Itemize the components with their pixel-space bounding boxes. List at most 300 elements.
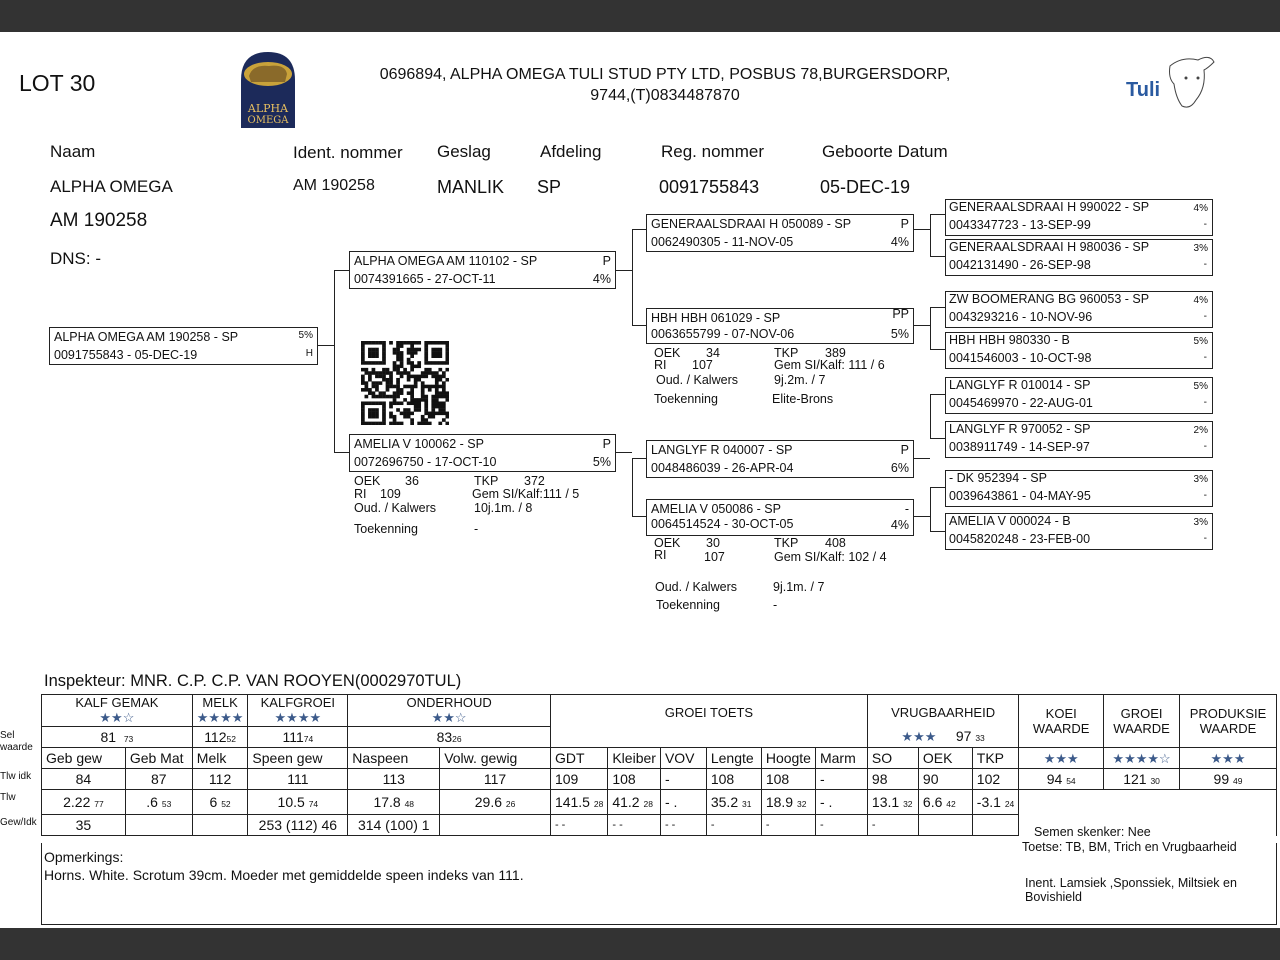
tlw-cell xyxy=(125,790,192,815)
pedigree-pct: 5% xyxy=(1193,381,1208,392)
pedigree-flag: - xyxy=(1203,441,1207,452)
pedigree-pct: 5% xyxy=(1193,336,1208,347)
side-label-tlw: Tlw xyxy=(0,792,16,803)
tlw-sub: 42 xyxy=(946,799,956,809)
stat-label: TKP xyxy=(474,474,499,488)
tlw-value: 18.9 xyxy=(765,794,794,810)
star-rating-icon: ★★☆ xyxy=(99,710,135,725)
tlw-value: - . xyxy=(664,794,678,810)
column-header: SO xyxy=(867,748,918,769)
stat-value: Gem SI/Kalf: 102 / 4 xyxy=(774,550,887,564)
pedigree-pct: 4% xyxy=(1193,203,1208,214)
idk-cell: 108 xyxy=(608,769,661,790)
connector-line xyxy=(632,458,646,459)
stat-value: 10j.1m. / 8 xyxy=(474,501,533,515)
animal-name: ALPHA OMEGA xyxy=(50,177,173,196)
top-dark-bar xyxy=(0,0,1280,32)
connector-line xyxy=(334,452,349,453)
tlw-value: -3.1 xyxy=(976,794,1001,810)
idk-cell: 108 xyxy=(706,769,761,790)
sel-sub: 26 xyxy=(452,734,462,744)
gew-cell: - - xyxy=(660,815,706,836)
dam-stats xyxy=(354,474,624,538)
idk-cell: 84 xyxy=(42,769,126,790)
idk-sub: 54 xyxy=(1066,776,1076,786)
pedigree-name: - DK 952394 - SP xyxy=(949,471,1047,485)
star-rating-icon: ★★☆ xyxy=(431,710,467,725)
sel-sub: 52 xyxy=(226,734,236,744)
tlw-value: 13.1 xyxy=(871,794,900,810)
header-vrugbaarheid: VRUGBAARHEID xyxy=(867,695,1018,727)
header-groei-waarde xyxy=(1104,695,1180,748)
table-row xyxy=(42,769,1277,790)
star-cell xyxy=(1019,748,1104,769)
header-groei-toets: GROEI TOETS xyxy=(550,695,867,748)
star-rating-icon: ★★★★☆ xyxy=(1112,750,1171,766)
pedigree-name: ZW BOOMERANG BG 960053 - SP xyxy=(949,292,1150,306)
stat-label: TKP xyxy=(774,536,799,550)
column-header: Naspeen xyxy=(348,748,440,769)
stat-label: Oud. / Kalwers xyxy=(656,373,738,387)
idk-cell: 111 xyxy=(248,769,348,790)
gew-cell: 253 (112) 46 xyxy=(248,815,348,836)
tlw-value: 35.2 xyxy=(710,794,739,810)
connector-line xyxy=(930,438,945,439)
pedigree-gg-box xyxy=(945,513,1213,550)
column-header: Speen gew xyxy=(248,748,348,769)
stat-label: Toekenning xyxy=(654,392,718,406)
label-afdeling: Afdeling xyxy=(540,142,602,161)
stat-value: 389 xyxy=(825,346,846,360)
pedigree-sire-sire-box xyxy=(646,214,914,252)
label-geboorte: Geboorte Datum xyxy=(822,142,948,161)
idk-cell: 87 xyxy=(125,769,192,790)
stat-value: 9j.2m. / 7 xyxy=(774,373,826,387)
pedigree-name: AMELIA V 050086 - SP xyxy=(651,502,781,516)
sel-value: 83 xyxy=(436,729,453,745)
pedigree-gg-box xyxy=(945,291,1213,328)
inspector: Inspekteur: MNR. C.P. C.P. VAN ROOYEN(0002970TUL) xyxy=(44,672,462,690)
animal-ident: AM 190258 xyxy=(293,177,375,194)
stat-value: 408 xyxy=(825,536,846,550)
logo-text-omega: OMEGA xyxy=(247,115,289,126)
tlw-cell xyxy=(608,790,661,815)
pedigree-name: AMELIA V 000024 - B xyxy=(949,514,1071,528)
tlw-cell xyxy=(348,790,440,815)
connector-line xyxy=(930,307,945,308)
connector-line xyxy=(930,487,945,488)
pedigree-flag: - xyxy=(1203,311,1207,322)
tlw-sub: 28 xyxy=(643,799,653,809)
column-header: VOV xyxy=(660,748,706,769)
pedigree-name: ALPHA OMEGA AM 110102 - SP xyxy=(354,254,538,268)
tlw-sub: 26 xyxy=(505,799,516,809)
table-row xyxy=(42,748,1277,769)
pedigree-dam-dam-box xyxy=(646,499,914,536)
idk-cell: 98 xyxy=(867,769,918,790)
breeder-address xyxy=(340,64,990,106)
gew-cell xyxy=(192,815,248,836)
header-label: GROEI xyxy=(1120,706,1163,721)
health-notes xyxy=(1020,825,1277,925)
connector-line xyxy=(334,270,335,452)
dns-value: DNS: - xyxy=(50,249,101,268)
sel-kalf xyxy=(42,727,193,748)
star-cell xyxy=(1104,748,1180,769)
connector-line xyxy=(914,229,930,230)
pedigree-flag: P xyxy=(900,217,909,231)
stat-label: RI xyxy=(654,548,667,562)
pedigree-flag: - xyxy=(1203,259,1207,270)
gew-cell: - xyxy=(761,815,815,836)
idk-cell: 102 xyxy=(972,769,1018,790)
tlw-sub: 31 xyxy=(742,799,752,809)
tlw-cell xyxy=(972,790,1018,815)
tlw-value: 10.5 xyxy=(277,794,305,810)
header-onderhoud xyxy=(348,695,551,727)
idk-cell: 109 xyxy=(550,769,607,790)
idk-sub: 30 xyxy=(1150,776,1160,786)
pedigree-gg-box xyxy=(945,199,1213,236)
animal-afdeling: SP xyxy=(537,177,562,197)
pedigree-reg: 0042131490 - 26-SEP-98 xyxy=(949,258,1091,272)
pedigree-reg: 0074391665 - 27-OCT-11 xyxy=(354,272,496,286)
remarks-box xyxy=(41,843,1020,925)
tlw-cell xyxy=(248,790,348,815)
pedigree-self-box xyxy=(49,327,318,365)
tlw-sub: 48 xyxy=(404,799,415,809)
connector-line xyxy=(632,516,646,517)
side-label-tlw-idk: Tlw idk xyxy=(0,771,32,782)
pedigree-pct: 5% xyxy=(298,330,313,341)
stat-label: Oud. / Kalwers xyxy=(655,580,737,594)
tlw-value: 41.2 xyxy=(612,794,640,810)
empty-cell xyxy=(1019,790,1277,815)
header-label: KALFGROEI xyxy=(260,695,336,710)
connector-line xyxy=(334,270,349,271)
idk-value-cell xyxy=(1019,769,1104,790)
header-label: MELK xyxy=(202,695,238,710)
remarks-title: Opmerkings: xyxy=(44,849,124,865)
pedigree-reg: 0043293216 - 10-NOV-96 xyxy=(949,310,1093,324)
connector-line xyxy=(930,307,931,349)
header-label: WAARDE xyxy=(1113,721,1170,736)
pedigree-reg: 0045820248 - 23-FEB-00 xyxy=(949,532,1091,546)
stat-value: Elite-Brons xyxy=(772,392,834,406)
pedigree-gg-box xyxy=(945,421,1213,458)
gew-cell xyxy=(125,815,192,836)
star-rating-icon: ★★★ xyxy=(1210,750,1246,766)
pedigree-reg: 0072696750 - 17-OCT-10 xyxy=(354,455,497,469)
connector-line xyxy=(930,214,945,215)
pedigree-flag: PP xyxy=(892,307,909,321)
connector-line xyxy=(632,229,633,325)
pedigree-flag: P xyxy=(602,437,611,451)
tlw-cell xyxy=(761,790,815,815)
sel-kalfgroei xyxy=(248,727,348,748)
stat-label: RI xyxy=(654,358,667,372)
header-produksie-waarde xyxy=(1180,695,1277,748)
idk-cell: 113 xyxy=(348,769,440,790)
tlw-sub: 74 xyxy=(308,799,319,809)
table-row xyxy=(42,695,1277,727)
tlw-cell xyxy=(550,790,607,815)
remarks-text: Horns. White. Scrotum 39cm. Moeder met gemiddelde speen indeks van 111. xyxy=(44,867,524,883)
idk-cell: - xyxy=(815,769,867,790)
stat-value: 36 xyxy=(405,474,419,488)
pedigree-flag: P xyxy=(602,254,611,268)
idk-cell: 108 xyxy=(761,769,815,790)
stat-value: - xyxy=(474,522,479,536)
sel-melk xyxy=(192,727,248,748)
tests: Toetse: TB, BM, Trich en Vrugbaarheid xyxy=(1022,840,1237,854)
sel-value: 112 xyxy=(204,729,227,745)
connector-line xyxy=(632,458,633,516)
lot-number: LOT 30 xyxy=(19,70,96,96)
header-label: ONDERHOUD xyxy=(406,695,492,710)
tlw-value: .6 xyxy=(146,794,158,810)
stat-value: 34 xyxy=(706,346,720,360)
column-header: Geb gew xyxy=(42,748,126,769)
column-header: GDT xyxy=(550,748,607,769)
gew-cell xyxy=(972,815,1018,836)
stat-value: 9j.1m. / 7 xyxy=(773,580,825,594)
vaccination-line2: Bovishield xyxy=(1025,890,1082,904)
pedigree-name: HBH HBH 980330 - B xyxy=(949,333,1070,347)
pedigree-flag: - xyxy=(1203,219,1207,230)
tlw-sub: 24 xyxy=(1004,799,1015,809)
pedigree-name: LANGLYF R 040007 - SP xyxy=(651,443,793,457)
label-geslag: Geslag xyxy=(437,142,491,161)
sel-value: 97 xyxy=(955,728,972,745)
sel-value: 81 xyxy=(100,729,117,745)
pedigree-name: GENERAALSDRAAI H 050089 - SP xyxy=(651,217,852,231)
header-label: WAARDE xyxy=(1199,721,1257,736)
connector-line xyxy=(930,349,945,350)
dam-dam-stats xyxy=(654,536,924,616)
tlw-sub: 32 xyxy=(903,799,913,809)
column-header: Lengte xyxy=(706,748,761,769)
gew-cell: - - xyxy=(550,815,607,836)
header-kalf-gemak xyxy=(42,695,193,727)
idk-value-cell xyxy=(1104,769,1180,790)
stat-value: Gem SI/Kalf: 111 / 6 xyxy=(774,358,885,372)
connector-line xyxy=(616,452,632,453)
header-koei-waarde xyxy=(1019,695,1104,748)
sel-sub: 74 xyxy=(303,734,314,744)
tlw-sub: 52 xyxy=(221,799,231,809)
stat-label: Oud. / Kalwers xyxy=(354,501,436,515)
stat-value: 30 xyxy=(706,536,720,550)
connector-line xyxy=(930,394,931,438)
animal-geslag: MANLIK xyxy=(437,177,505,197)
idk-cell: 90 xyxy=(918,769,972,790)
idk-cell: 112 xyxy=(192,769,248,790)
pedigree-name: GENERAALSDRAAI H 990022 - SP xyxy=(949,200,1150,214)
stat-label: TKP xyxy=(774,346,799,360)
header-kalfgroei xyxy=(248,695,348,727)
pedigree-reg: 0063655799 - 07-NOV-06 xyxy=(651,327,795,341)
side-label-gew: Gew/Idk xyxy=(0,817,37,828)
stat-value: - xyxy=(773,598,778,612)
tlw-value: 17.8 xyxy=(373,794,401,810)
tlw-cell xyxy=(815,790,867,815)
pedigree-reg: 0041546003 - 10-OCT-98 xyxy=(949,351,1092,365)
pedigree-name: LANGLYF R 970052 - SP xyxy=(949,422,1091,436)
column-header: Geb Mat xyxy=(125,748,192,769)
sel-vrug xyxy=(867,727,1018,748)
address-line-1: 0696894, ALPHA OMEGA TULI STUD PTY LTD, POSBUS 78,BURGERSDORP, xyxy=(379,66,951,83)
tlw-cell xyxy=(440,790,551,815)
star-rating-icon: ★★★ xyxy=(1043,750,1079,766)
connector-line xyxy=(914,458,930,459)
pedigree-gg-box xyxy=(945,239,1213,276)
vaccination-line1: Inent. Lamsiek ,Sponssiek, Miltsiek en xyxy=(1025,876,1237,890)
stat-label: OEK xyxy=(654,346,681,360)
star-rating-icon: ★★★ xyxy=(901,729,937,745)
connector-line xyxy=(930,256,945,257)
side-label-sel: Sel xyxy=(0,730,15,741)
animal-name-line2: AM 190258 xyxy=(50,210,148,231)
tuli-logo-text: Tuli xyxy=(1126,79,1161,101)
pedigree-pct: 4% xyxy=(1193,295,1208,306)
connector-line xyxy=(930,487,931,531)
pedigree-pct: 4% xyxy=(890,235,909,249)
tlw-value: 141.5 xyxy=(554,794,590,810)
tlw-sub: 53 xyxy=(161,799,172,809)
pedigree-dam-box xyxy=(349,434,616,472)
label-reg: Reg. nommer xyxy=(661,142,764,161)
address-line-2: 9744,(T)0834487870 xyxy=(590,87,740,104)
connector-line xyxy=(632,325,646,326)
pedigree-pct: 6% xyxy=(890,461,909,475)
pedigree-pct: 5% xyxy=(890,327,909,341)
performance-table xyxy=(41,694,1277,836)
sel-sub: 33 xyxy=(975,733,985,744)
qr-code xyxy=(361,341,449,425)
idk-value: 99 xyxy=(1213,771,1230,787)
pedigree-flag: - xyxy=(904,502,909,516)
column-header: Melk xyxy=(192,748,248,769)
tlw-sub: 28 xyxy=(593,799,604,809)
stat-label: RI xyxy=(354,487,367,501)
column-header: Kleiber xyxy=(608,748,661,769)
stat-value: 372 xyxy=(524,474,545,488)
header-melk xyxy=(192,695,248,727)
pedigree-pct: 4% xyxy=(592,272,611,286)
pedigree-pct: 5% xyxy=(592,455,611,469)
connector-line xyxy=(914,516,930,517)
pedigree-gg-box xyxy=(945,377,1213,414)
pedigree-reg: 0062490305 - 11-NOV-05 xyxy=(651,235,794,249)
idk-value: 94 xyxy=(1046,771,1063,787)
tlw-cell xyxy=(660,790,706,815)
pedigree-dam-sire-box xyxy=(646,440,914,478)
sel-onderhoud xyxy=(348,727,551,748)
gew-cell: 35 xyxy=(42,815,126,836)
idk-value: 121 xyxy=(1123,771,1147,787)
label-naam: Naam xyxy=(50,142,96,161)
connector-line xyxy=(318,345,334,346)
column-header: Marm xyxy=(815,748,867,769)
pedigree-name: HBH HBH 061029 - SP xyxy=(651,311,781,325)
idk-sub: 49 xyxy=(1233,776,1243,786)
stat-value: 109 xyxy=(380,487,401,501)
stat-label: Toekenning xyxy=(656,598,720,612)
stat-label: Toekenning xyxy=(354,522,418,536)
pedigree-reg: 0043347723 - 13-SEP-99 xyxy=(949,218,1091,232)
pedigree-pct: 2% xyxy=(1193,425,1208,436)
stat-value: 107 xyxy=(692,358,713,372)
idk-value-cell xyxy=(1180,769,1277,790)
idk-cell: 117 xyxy=(440,769,551,790)
column-header: OEK xyxy=(918,748,972,769)
stat-value: 107 xyxy=(704,550,725,564)
pedigree-pct: 4% xyxy=(890,518,909,532)
idk-cell: - xyxy=(660,769,706,790)
pedigree-name: LANGLYF R 010014 - SP xyxy=(949,378,1091,392)
gew-cell xyxy=(918,815,972,836)
pedigree-name: ALPHA OMEGA AM 190258 - SP xyxy=(54,330,239,344)
pedigree-reg: 0045469970 - 22-AUG-01 xyxy=(949,396,1093,410)
column-header: Hoogte xyxy=(761,748,815,769)
sire-dam-stats xyxy=(654,346,924,410)
pedigree-flag: - xyxy=(1203,533,1207,544)
header-label: KOEI xyxy=(1045,706,1077,721)
connector-line xyxy=(930,531,945,532)
sel-sub: 73 xyxy=(123,734,134,744)
gew-cell: - xyxy=(706,815,761,836)
tlw-cell xyxy=(706,790,761,815)
pedigree-pct: 3% xyxy=(1193,474,1208,485)
label-ident: Ident. nommer xyxy=(293,143,403,162)
alpha-omega-logo xyxy=(239,50,297,130)
gew-cell xyxy=(440,815,551,836)
tlw-value: - . xyxy=(819,794,833,810)
tlw-value: 29.6 xyxy=(474,794,502,810)
pedigree-sire-dam-box xyxy=(646,308,914,344)
pedigree-reg: 0064514524 - 30-OCT-05 xyxy=(651,517,794,531)
connector-line xyxy=(930,214,931,256)
gew-cell: - xyxy=(815,815,867,836)
tuli-logo xyxy=(1120,48,1220,122)
side-label-waarde: waarde xyxy=(0,742,33,753)
pedigree-sire-box xyxy=(349,251,616,289)
column-header: TKP xyxy=(972,748,1018,769)
stat-label: OEK xyxy=(654,536,681,550)
pedigree-gg-box xyxy=(945,332,1213,369)
tlw-cell xyxy=(42,790,126,815)
pedigree-flag: P xyxy=(900,443,909,457)
connector-line xyxy=(914,325,930,326)
tlw-sub: 32 xyxy=(796,799,807,809)
animal-geboorte: 05-DEC-19 xyxy=(820,177,911,197)
star-rating-icon: ★★★★ xyxy=(274,710,322,725)
gew-cell: - - xyxy=(608,815,661,836)
star-rating-icon: ★★★★ xyxy=(196,710,244,725)
tlw-cell xyxy=(867,790,918,815)
pedigree-name: AMELIA V 100062 - SP xyxy=(354,437,484,451)
table-row xyxy=(42,790,1277,815)
star-cell xyxy=(1180,748,1277,769)
sel-value: 111 xyxy=(282,729,304,745)
tlw-value: 6.6 xyxy=(922,794,943,810)
pedigree-reg: 0038911749 - 14-SEP-97 xyxy=(949,440,1090,454)
header-label: WAARDE xyxy=(1032,721,1090,736)
header-label: PRODUKSIE xyxy=(1189,706,1267,721)
pedigree-flag: - xyxy=(1203,352,1207,363)
header-label: KALF GEMAK xyxy=(75,695,159,710)
